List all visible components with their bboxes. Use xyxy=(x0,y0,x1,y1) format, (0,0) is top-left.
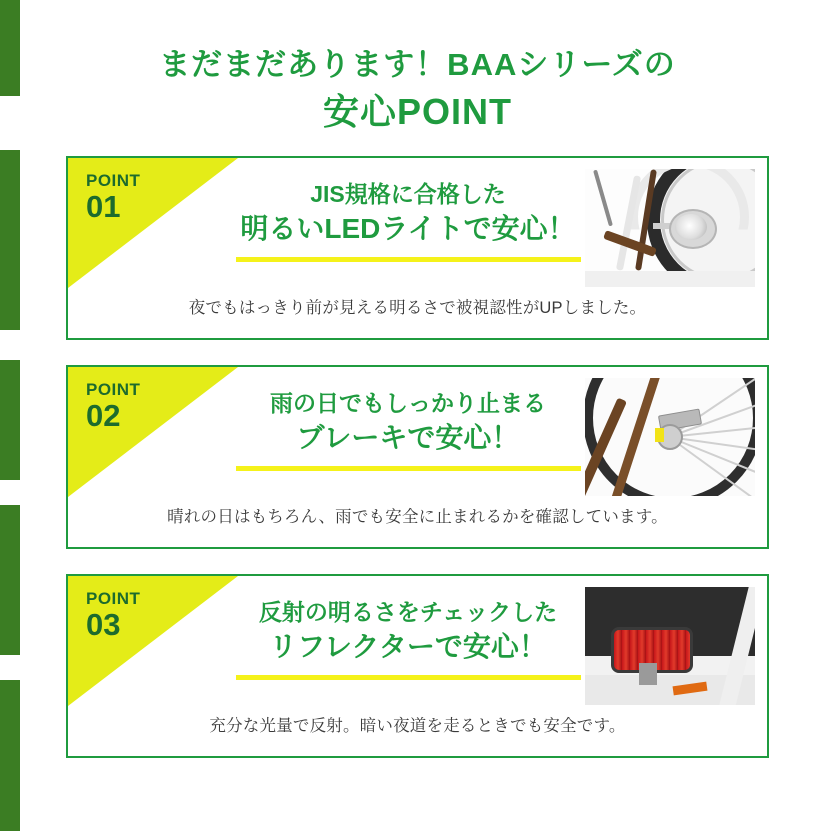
badge-number: 03 xyxy=(86,607,121,643)
badge-label: POINT xyxy=(86,589,141,609)
brake-photo xyxy=(585,378,755,496)
badge-number: 01 xyxy=(86,189,121,225)
title-underline xyxy=(236,257,581,262)
point-badge-03 xyxy=(68,576,238,706)
badge-label: POINT xyxy=(86,380,141,400)
point-badge-02 xyxy=(68,367,238,497)
point-title-line-2: リフレクターで安心！ xyxy=(269,631,547,663)
point-caption: 夜でもはっきり前が見える明るさで被視認性がUPしました。 xyxy=(188,299,647,318)
headline-line-2: 安心POINT xyxy=(322,90,512,132)
point-card-03-title xyxy=(208,598,608,679)
title-underline xyxy=(236,466,581,471)
point-title-line-1: 反射の明るさをチェックした xyxy=(258,599,558,626)
title-underline xyxy=(236,675,581,680)
left-green-strip xyxy=(0,0,20,831)
points-list xyxy=(0,156,835,758)
led-light-photo xyxy=(585,169,755,287)
point-card-01 xyxy=(66,156,769,340)
badge-label: POINT xyxy=(86,171,141,191)
point-title-line-1: JIS規格に合格した xyxy=(310,181,506,208)
point-title-line-2: 明るいLEDライトで安心！ xyxy=(240,213,576,245)
point-card-03 xyxy=(66,574,769,758)
point-title-line-2: ブレーキで安心！ xyxy=(296,422,520,454)
point-badge-01 xyxy=(68,158,238,288)
point-caption: 充分な光量で反射。暗い夜道を走るときでも安全です。 xyxy=(209,717,626,736)
point-card-01-title xyxy=(208,180,608,261)
point-title-line-1: 雨の日でもしっかり止まる xyxy=(270,390,546,417)
badge-number: 02 xyxy=(86,398,121,434)
point-caption: 晴れの日はもちろん、雨でも安全に止まれるかを確認しています。 xyxy=(167,508,668,527)
page-headline xyxy=(0,0,835,136)
point-card-02 xyxy=(66,365,769,549)
reflector-photo xyxy=(585,587,755,705)
headline-line-1: まだまだあります！BAAシリーズの xyxy=(159,47,676,82)
point-card-02-title xyxy=(208,389,608,470)
